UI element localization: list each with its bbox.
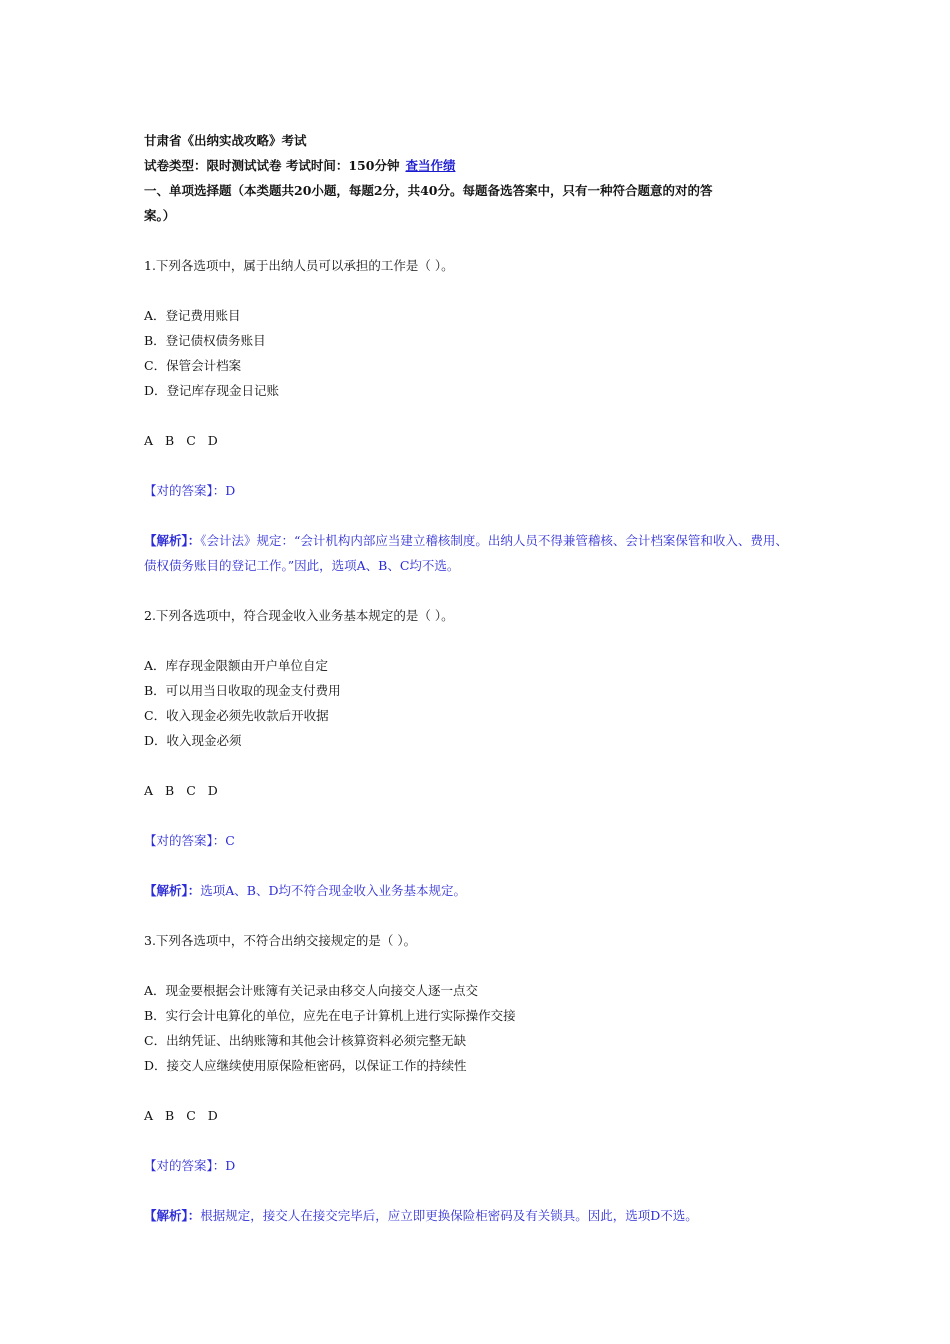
correct-answer <box>144 828 834 853</box>
choice-c[interactable]: C <box>186 433 196 448</box>
analysis-line1 <box>144 878 834 903</box>
option-b: B．可以用当日收取的现金支付费用 <box>144 683 341 698</box>
exam-type-text: 试卷类型：限时测试试卷 考试时间：150分钟 <box>144 158 400 173</box>
analysis-line2: 债权债务账目的登记工作。”因此，选项A、B、C均不选。 <box>144 558 460 573</box>
answer-choices <box>144 428 834 453</box>
analysis-line1 <box>144 528 834 553</box>
correct-answer <box>144 1153 834 1178</box>
correct-answer <box>144 478 834 503</box>
option-b: B．登记债权债务账目 <box>144 333 266 348</box>
choice-a[interactable]: A <box>144 433 154 448</box>
choice-d[interactable]: D <box>207 783 218 798</box>
option-b: B．实行会计电算化的单位，应先在电子计算机上进行实际操作交接 <box>144 1008 516 1023</box>
answer-choices <box>144 1103 834 1128</box>
analysis-label: 【解析】： <box>144 533 201 548</box>
question-1 <box>144 253 834 603</box>
answer-label: 【对的答案】： <box>144 833 226 848</box>
choice-a[interactable]: A <box>144 783 154 798</box>
option-d: D．接交人应继续使用原保险柜密码，以保证工作的持续性 <box>144 1058 467 1073</box>
choice-d[interactable]: D <box>207 433 218 448</box>
question-3 <box>144 928 834 1228</box>
option-c: C．出纳凭证、出纳账簿和其他会计核算资料必须完整无缺 <box>144 1033 467 1048</box>
analysis-line1 <box>144 1203 834 1228</box>
analysis-text: 《会计法》规定：“会计机构内部应当建立稽核制度。出纳人员不得兼管稽核、会计档案保管和收入、费用、 <box>200 533 788 548</box>
option-d: D．收入现金必须 <box>144 733 242 748</box>
answer-label: 【对的答案】： <box>144 483 226 498</box>
score-link[interactable]: 查当作绩 <box>405 158 456 173</box>
document-page <box>144 128 834 1228</box>
analysis-text: 根据规定，接交人在接交完毕后，应立即更换保险柜密码及有关锁具。因此，选项D不选。 <box>200 1208 698 1223</box>
option-d: D．登记库存现金日记账 <box>144 383 280 398</box>
section-heading-line1: 一、单项选择题（本类题共20小题，每题2分，共40分。每题备选答案中，只有一种符合题意的对的答 <box>144 183 713 198</box>
analysis-label: 【解析】： <box>144 883 201 898</box>
option-a: A．现金要根据会计账簿有关记录由移交人向接交人逐一点交 <box>144 983 479 998</box>
option-c: C．收入现金必须先收款后开收据 <box>144 708 329 723</box>
answer-value: D <box>225 1158 236 1173</box>
choice-d[interactable]: D <box>207 1108 218 1123</box>
analysis-text: 选项A、B、D均不符合现金收入业务基本规定。 <box>200 883 467 898</box>
question-stem: 1.下列各选项中，属于出纳人员可以承担的工作是（ ）。 <box>144 258 454 273</box>
analysis-label: 【解析】： <box>144 1208 201 1223</box>
exam-title: 甘肃省《出纳实战攻略》考试 <box>144 133 307 148</box>
question-2 <box>144 603 834 928</box>
choice-b[interactable]: B <box>165 433 175 448</box>
question-stem: 2.下列各选项中，符合现金收入业务基本规定的是（ ）。 <box>144 608 454 623</box>
choice-b[interactable]: B <box>165 783 175 798</box>
choice-c[interactable]: C <box>186 783 196 798</box>
answer-choices <box>144 778 834 803</box>
section-heading-line2: 案。） <box>144 208 176 223</box>
answer-label: 【对的答案】： <box>144 1158 226 1173</box>
question-stem: 3.下列各选项中，不符合出纳交接规定的是（ ）。 <box>144 933 417 948</box>
exam-info <box>144 153 834 178</box>
option-a: A．库存现金限额由开户单位自定 <box>144 658 329 673</box>
option-c: C．保管会计档案 <box>144 358 242 373</box>
answer-value: C <box>225 833 235 848</box>
answer-value: D <box>225 483 236 498</box>
choice-c[interactable]: C <box>186 1108 196 1123</box>
choice-b[interactable]: B <box>165 1108 175 1123</box>
option-a: A．登记费用账目 <box>144 308 241 323</box>
choice-a[interactable]: A <box>144 1108 154 1123</box>
